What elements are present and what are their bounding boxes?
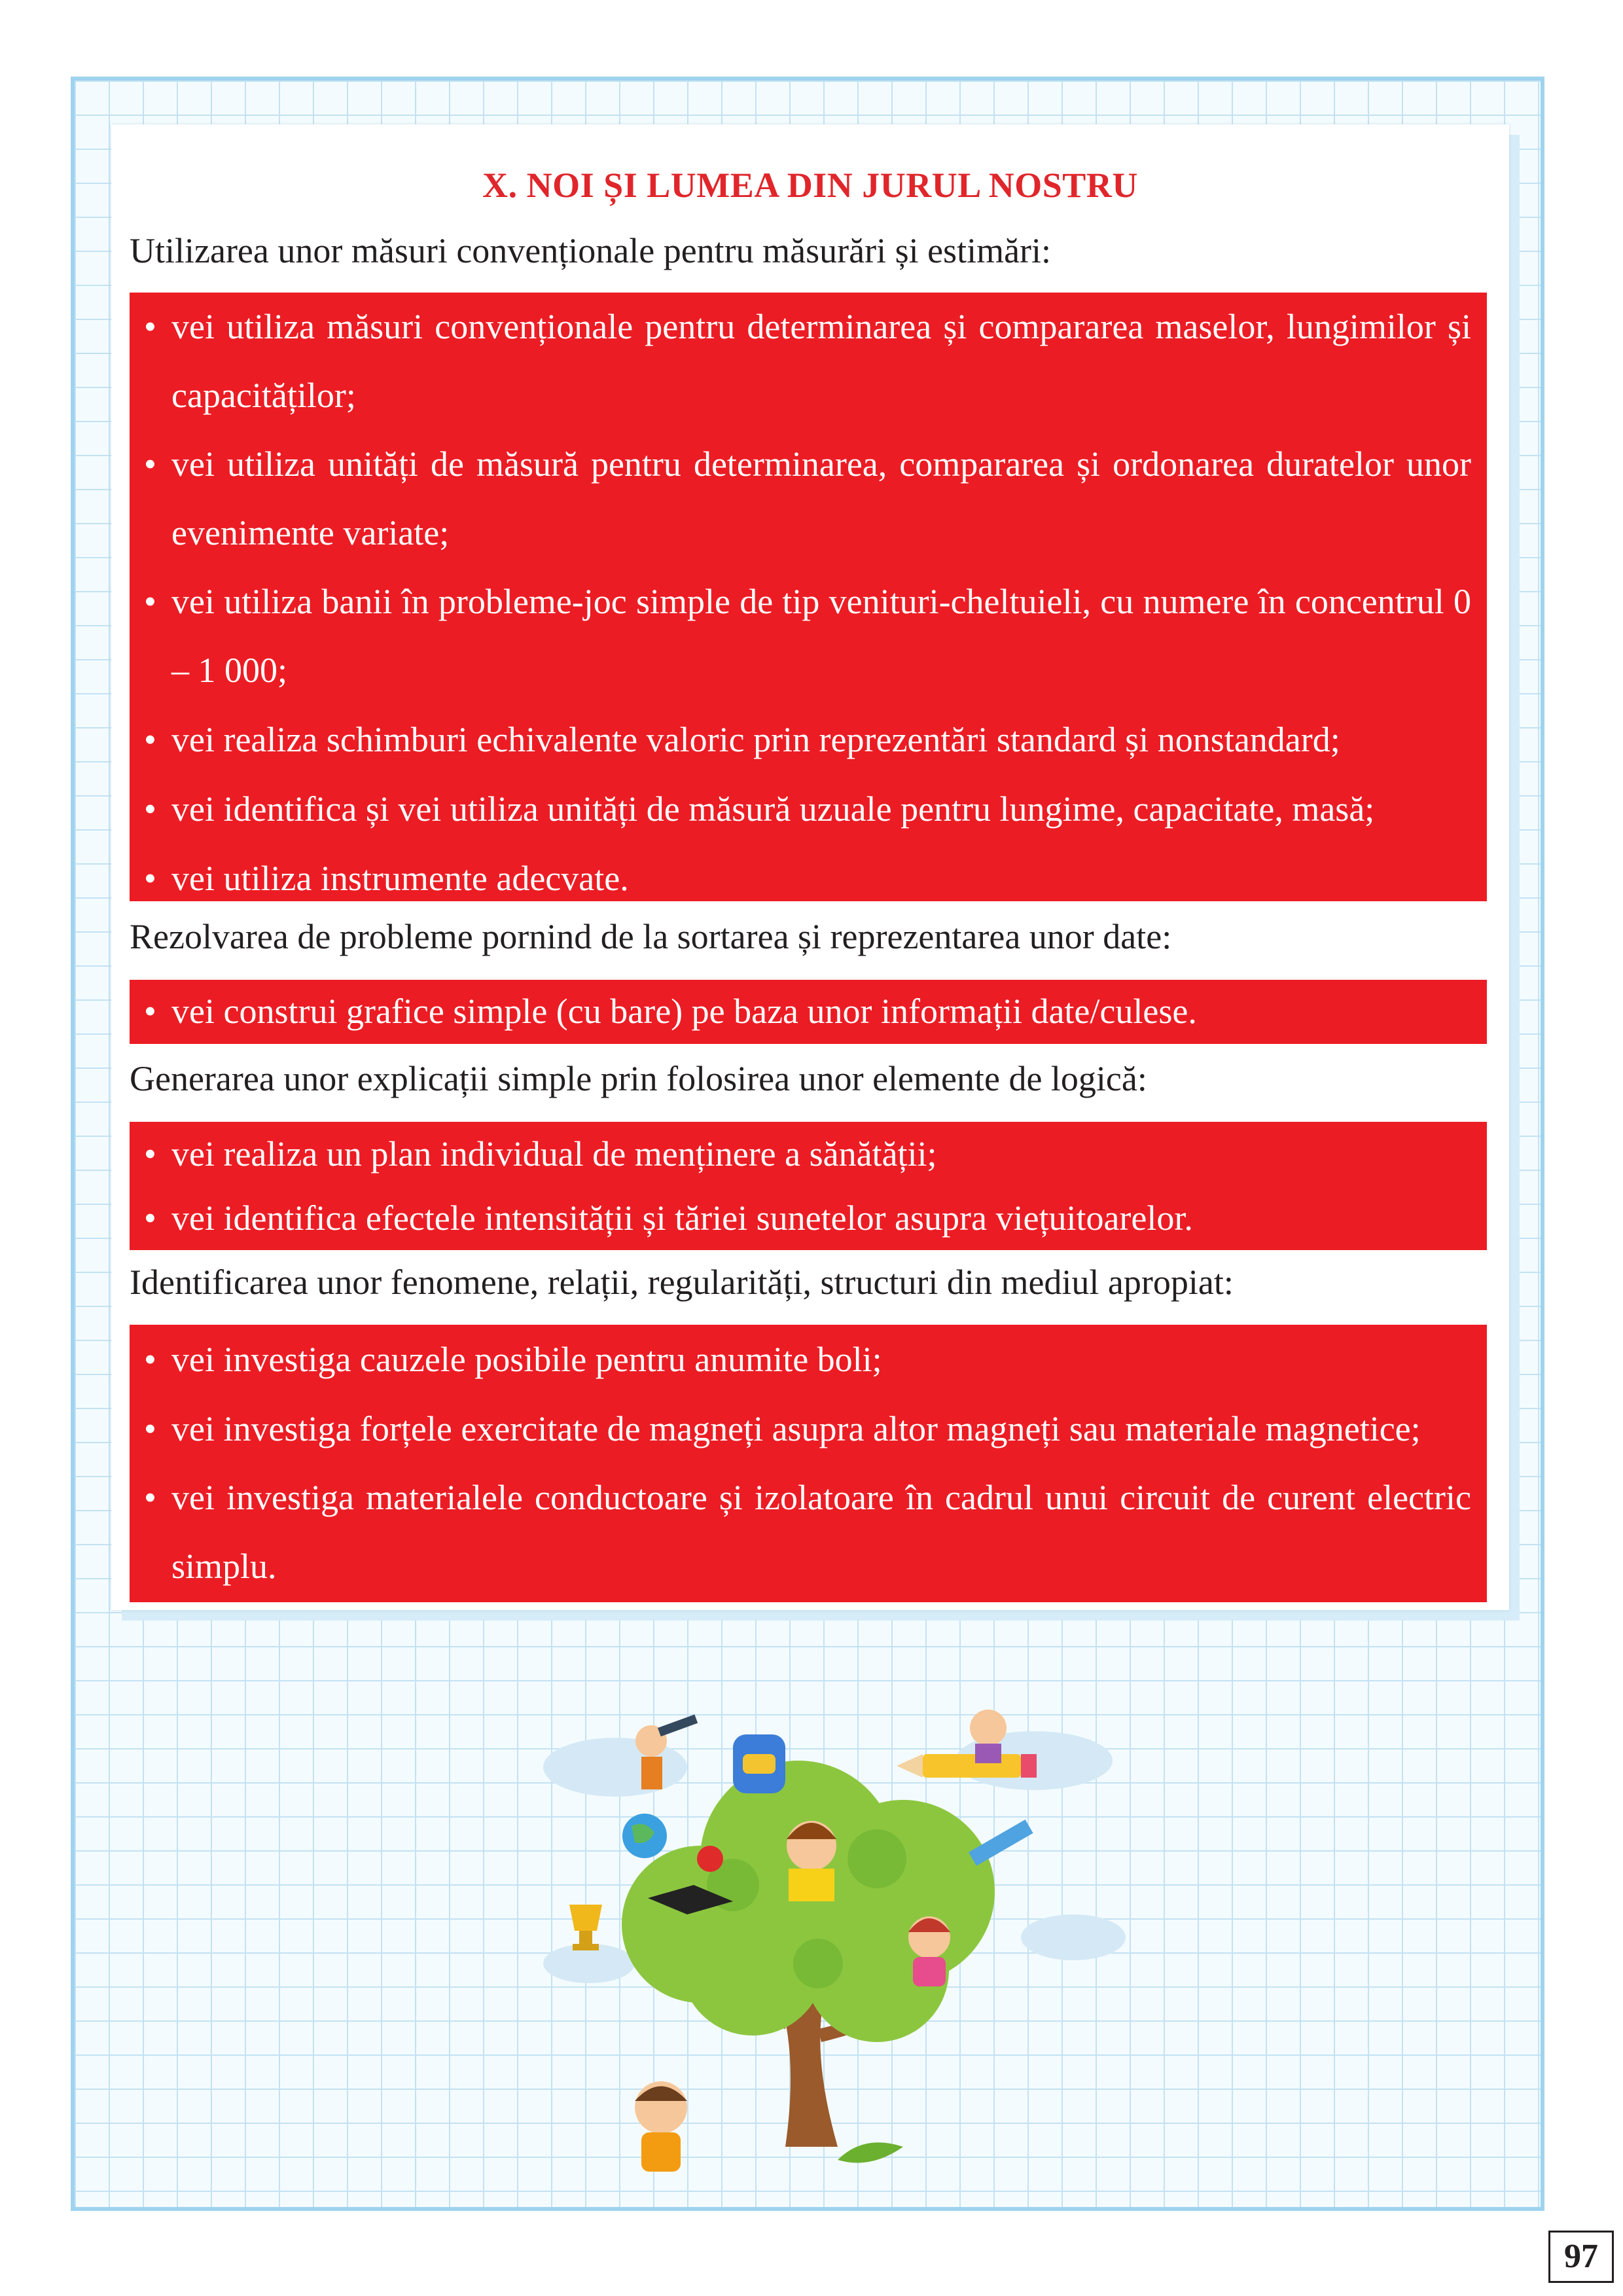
list-item: • vei investiga materialele conductoare și izolatoare în cadrul unui circuit de curent electric simplu. xyxy=(144,1463,1471,1601)
list-item: • vei realiza un plan individual de menținere a sănătății; xyxy=(144,1122,1471,1186)
bullet-icon: • xyxy=(144,582,156,621)
pencil-icon xyxy=(897,1754,1037,1778)
list-item: • vei utiliza unități de măsură pentru determinarea, compararea și ordonarea duratelor unor evenimente variate; xyxy=(144,430,1471,567)
objectives-box-logic xyxy=(130,1122,1487,1250)
list-item: • vei utiliza măsuri convenționale pentru determinarea și compararea maselor, lungimilor și capacităților; xyxy=(144,293,1471,430)
objectives-box-phenomena xyxy=(130,1325,1487,1602)
tree-illustration xyxy=(537,1689,1126,2186)
section-heading-logic: Generarea unor explicații simple prin folosirea unor elemente de logică: xyxy=(130,1059,1147,1098)
bullet-icon: • xyxy=(144,789,156,829)
bullet-icon: • xyxy=(144,1340,156,1379)
objectives-box-data xyxy=(130,980,1487,1044)
child-waving-icon xyxy=(635,2081,687,2172)
list-item: • vei identifica efectele intensității și tăriei sunetelor asupra viețuitoarelor. xyxy=(144,1186,1471,1250)
bullet-icon: • xyxy=(144,1478,156,1517)
section-heading-measurements: Utilizarea unor măsuri convenționale pentru măsurări și estimări: xyxy=(130,231,1052,270)
list-item: • vei investiga cauzele posibile pentru anumite boli; xyxy=(144,1325,1471,1394)
list-item: • vei realiza schimburi echivalente valoric prin reprezentări standard și nonstandard; xyxy=(144,705,1471,774)
bullet-icon: • xyxy=(144,992,156,1031)
page-number: 97 xyxy=(1548,2231,1614,2283)
page-title: X. NOI ȘI LUMEA DIN JURUL NOSTRU xyxy=(482,166,1138,205)
section-heading-data: Rezolvarea de probleme pornind de la sortarea și reprezentarea unor date: xyxy=(130,917,1172,956)
bullet-icon: • xyxy=(144,859,156,898)
child-sitting-icon xyxy=(908,1916,950,1986)
objectives-box-measurements xyxy=(130,293,1487,901)
section-heading-phenomena: Identificarea unor fenomene, relații, regularități, structuri din mediul apropiat: xyxy=(130,1263,1234,1302)
trophy-icon xyxy=(569,1905,602,1950)
child-flying-icon xyxy=(970,1710,1007,1763)
bullet-icon: • xyxy=(144,1134,156,1174)
list-item: • vei investiga forțele exercitate de magneți asupra altor magneți sau materiale magnetice; xyxy=(144,1394,1471,1463)
list-item: • vei construi grafice simple (cu bare) pe baza unor informații date/culese. xyxy=(144,980,1471,1043)
bullet-icon: • xyxy=(144,1198,156,1238)
list-item: • vei utiliza banii în probleme-joc simple de tip venituri-cheltuieli, cu numere în concentrul 0 – 1 000; xyxy=(144,567,1471,705)
list-item: • vei identifica și vei utiliza unități de măsură uzuale pentru lungime, capacitate, masă; xyxy=(144,774,1471,844)
bullet-icon: • xyxy=(144,444,156,484)
bullet-icon: • xyxy=(144,720,156,759)
child-reading-icon xyxy=(787,1821,836,1901)
bullet-icon: • xyxy=(144,1409,156,1448)
list-item: • vei utiliza instrumente adecvate. xyxy=(144,844,1471,913)
apple-icon xyxy=(697,1846,723,1872)
bullet-icon: • xyxy=(144,307,156,346)
